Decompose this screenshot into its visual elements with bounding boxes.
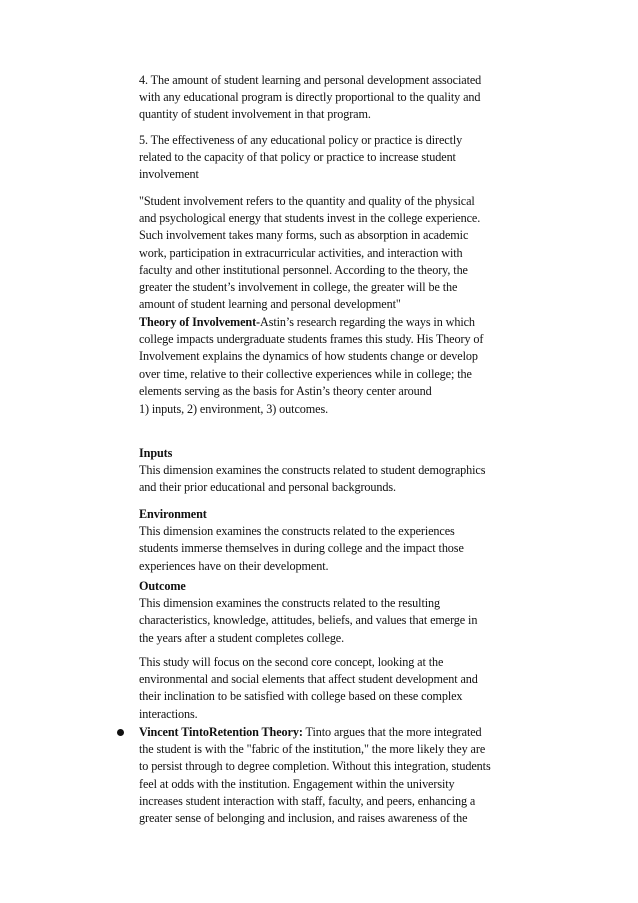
paragraph-study-focus [139, 654, 519, 723]
text-line: Involvement explains the dynamics of how students change or develop [139, 349, 478, 364]
text-line: and their prior educational and personal backgrounds. [139, 480, 396, 495]
text-line: college impacts undergraduate students frames this study. His Theory of [139, 332, 484, 347]
text-line: feel at odds with the institution. Engagement within the university [139, 776, 455, 791]
text-line: quantity of student involvement in that program. [139, 107, 371, 122]
text-line: greater sense of belonging and inclusion, and raises awareness of the [139, 811, 468, 826]
text-line: related to the capacity of that policy or practice to increase student [139, 150, 456, 165]
paragraph-principle-5 [139, 132, 519, 184]
text-line: the student is with the "fabric of the institution," the more likely they are [139, 742, 486, 757]
text-line: interactions. [139, 706, 198, 721]
environment-heading: Environment [139, 507, 207, 521]
text-line: "Student involvement refers to the quantity and quality of the physical [139, 194, 475, 208]
theory-first-line: Astin’s research regarding the ways in which [260, 315, 475, 329]
text-line: students immerse themselves in during college and the impact those [139, 541, 464, 556]
outcome-heading: Outcome [139, 579, 186, 593]
text-line: to persist through to degree completion. Without this integration, students [139, 759, 491, 774]
text-line: 5. The effectiveness of any educational policy or practice is directly [139, 133, 463, 147]
text-line: 1) inputs, 2) environment, 3) outcomes. [139, 402, 329, 416]
text-line: increases student interaction with staff, faculty, and peers, enhancing a [139, 793, 476, 808]
text-line: their inclination to be satisfied with college based on these complex [139, 689, 463, 704]
section-outcome [139, 578, 519, 647]
text-line: This dimension examines the constructs related to student demographics [139, 463, 486, 478]
section-environment [139, 506, 519, 575]
text-line [139, 314, 519, 331]
bullet-icon [117, 729, 124, 736]
text-line: Such involvement takes many forms, such as absorption in academic [139, 228, 469, 243]
tinto-heading: Vincent TintoRetention Theory: [139, 725, 303, 739]
text-line: over time, relative to their collective experiences while in college; the [139, 366, 472, 381]
text-line: the years after a student completes college. [139, 630, 345, 645]
text-line: This study will focus on the second core concept, looking at the [139, 655, 444, 669]
text-line: experiences have on their development. [139, 558, 329, 573]
paragraph-principle-4 [139, 72, 519, 124]
text-line: faculty and other institutional personnel. According to the theory, the [139, 262, 468, 277]
theory-heading: Theory of Involvement- [139, 315, 261, 329]
section-inputs [139, 445, 519, 497]
list-inputs-environment-outcomes [139, 401, 519, 418]
paragraph-tinto-theory [139, 724, 519, 827]
tinto-first-line: Tinto argues that the more integrated [302, 725, 482, 739]
text-line: 4. The amount of student learning and personal development associated [139, 73, 482, 87]
text-line [139, 724, 519, 741]
text-line: and psychological energy that students invest in the college experience. [139, 211, 481, 226]
text-line: characteristics, knowledge, attitudes, beliefs, and values that emerge in [139, 613, 478, 628]
paragraph-theory-of-involvement [139, 314, 519, 400]
text-line: environmental and social elements that affect student development and [139, 672, 478, 687]
text-line: greater the student’s involvement in college, the greater will be the [139, 280, 458, 295]
text-line: amount of student learning and personal development" [139, 297, 401, 312]
text-line: elements serving as the basis for Astin’s theory center around [139, 383, 432, 398]
text-line: This dimension examines the constructs related to the experiences [139, 524, 455, 539]
paragraph-quote [139, 193, 519, 313]
text-line: This dimension examines the constructs related to the resulting [139, 596, 441, 611]
text-line: with any educational program is directly proportional to the quality and [139, 90, 481, 105]
text-line: work, participation in extracurricular activities, and interaction with [139, 245, 463, 260]
inputs-heading: Inputs [139, 446, 173, 460]
text-line: involvement [139, 167, 199, 182]
